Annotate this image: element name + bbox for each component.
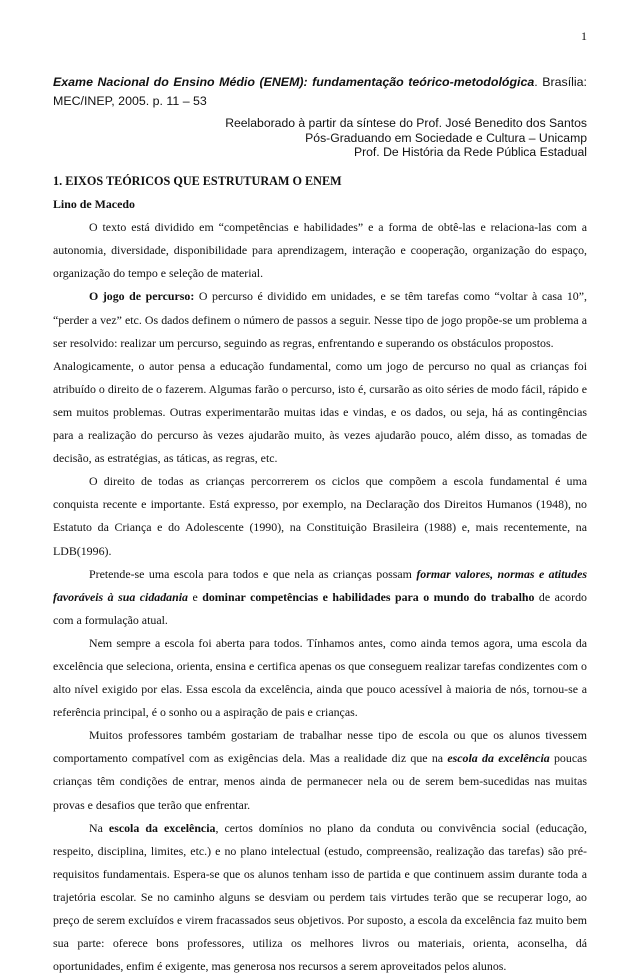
bibliographic-reference [53,73,587,111]
paragraph [53,724,587,816]
page-number: 1 [581,29,587,43]
paragraph-text: O percurso é dividido em unidades, e se têm tarefas como “voltar à casa 10”, “perder a vez” etc. Os dados definem o número de passos a seguir. Nesse tipo de jogo propõe-se um problema a ser resolvido: realizar um percurso, seguindo as regras, enfrentando e superando os obstáculos propostos. [53,289,587,350]
paragraph: Nem sempre a escola foi aberta para todos. Tínhamos antes, como ainda temos agora, uma escola da excelência que seleciona, orienta, ensina e certifica apenas os que conseguem realizar tarefas condizentes com o alto nível exigido por elas. Essa escola da excelência, ainda que pouco acessível à maioria de nós, tornou-se a referência principal, é o sonho ou a aspiração de pais e crianças. [53,635,587,720]
credit-line: Reelaborado à partir da síntese do Prof. José Benedito dos Santos [225,116,587,130]
paragraph: O texto está dividido em “competências e habilidades” e a forma de obtê-las e relaciona-las com a autonomia, diversidade, disponibilidade para aprendizagem, interação e cooperação, organização do espaço, organização do tempo e seleção de material. [53,220,587,281]
bold-text: escola da excelência [108,820,216,835]
paragraph [53,285,587,354]
document-body [53,170,587,978]
paragraph: Analogicamente, o autor pensa a educação fundamental, como um jogo de percurso no qual as crianças foi atribuído o direito de o fazerem. Algumas farão o percurso, isto é, cursarão as oito séries de modo fácil, rápido e sem muitos problemas. Outras experimentarão muitas idas e vindas, e os dados, ou seja, há as contingências para a realização do percurso às vezes ajudarão muito, às vezes ajudarão pouco, além disso, as tomadas de decisão, as estratégias, as táticas, as regras, etc. [53,358,587,466]
bold-text: dominar competências e habilidades para o mundo do trabalho [202,589,535,604]
paragraph-text: poucas crianças têm condições de entrar, menos ainda de permanecer nela ou de serem bem-sucedidas nas muitas provas e desafios que terão que enfrentar. [53,751,587,812]
reference-details: . Brasília: MEC/INEP, 2005. p. 11 – 53 [53,75,587,108]
section-heading: 1. EIXOS TEÓRICOS QUE ESTRUTURAM O ENEM [53,174,342,188]
paragraph-text: de acordo com a formulação atual. [53,589,587,627]
emphasis-text: formar valores, normas e atitudes favoráveis à sua cidadania [53,566,587,604]
paragraph [53,817,587,978]
paragraph-lead: O jogo de percurso: [89,289,195,304]
paragraph-text: Pretende-se uma escola para todos e que nela as crianças possam [89,566,417,581]
paragraph-text: e [187,589,203,604]
credit-line: Prof. De História da Rede Pública Estadual [353,145,587,159]
reference-title: Exame Nacional do Ensino Médio (ENEM): fundamentação teórico-metodológica [53,75,535,89]
emphasis-text: escola da excelência [447,751,550,766]
paragraph: O direito de todas as crianças percorrerem os ciclos que compõem a escola fundamental é uma conquista recente e importante. Está expresso, por exemplo, na Declaração dos Direitos Humanos (1948), no Estatuto da Criança e do Adolescente (1990), na Constituição Brasileira (1988) e, mais recentemente, na LDB(1996). [53,474,587,558]
author-name: Lino de Macedo [53,197,135,212]
credits-block [225,116,587,160]
paragraph-text: , certos domínios no plano da conduta ou convivência social (educação, respeito, disciplina, limites, etc.) e no plano intelectual (estudo, compreensão, realização das tarefas) são pré-requisitos fundamentais. Espera-se que os alunos tenham isso de partida e que continuem assim durante toda a trajetória escolar. Se no caminho alguns se desviam ou perdem tais virtudes terão que se recuperar logo, ao preço de serem excluídos e virem fracassados seus objetivos. Por suposto, a escola da excelência faz muito bem sua parte: oferece bons professores, utiliza os melhores livros ou materiais, orienta, aconselha, dá oportunidades, enfim é exigente, mas generosa nos recursos a serem aproveitados pelos alunos. [53,820,587,974]
paragraph [53,563,587,632]
credit-line: Pós-Graduando em Sociedade e Cultura – Unicamp [305,130,587,145]
paragraph-text: Muitos professores também gostariam de trabalhar nesse tipo de escola ou que os alunos tivessem comportamento compatível com as exigências dela. Mas a realidade diz que na [53,728,587,766]
paragraph-text: Na [89,820,109,835]
